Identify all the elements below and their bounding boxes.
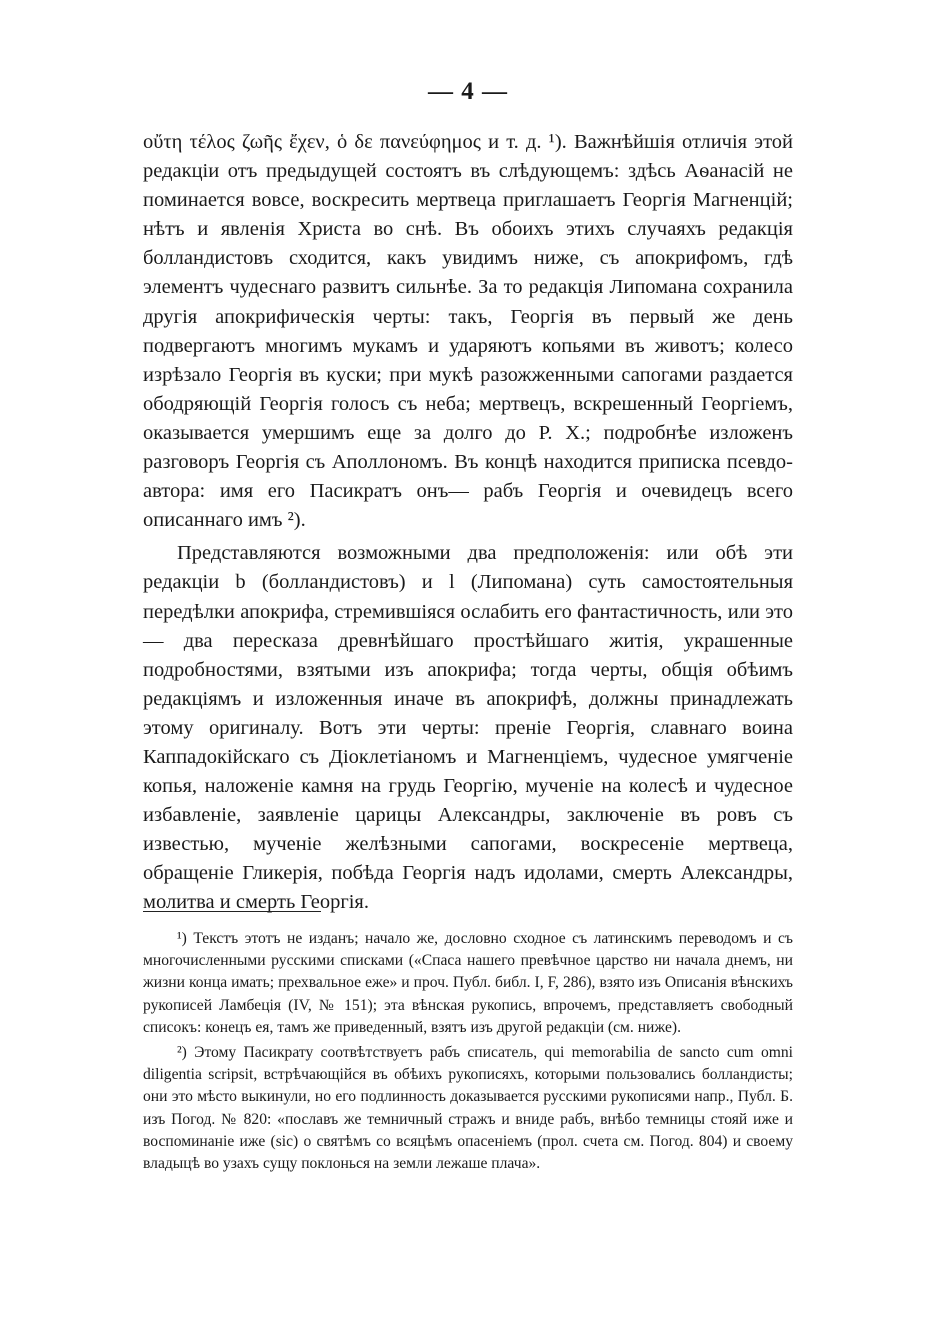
main-text (143, 128, 793, 918)
footnote-1: ¹) Текстъ этотъ не изданъ; начало же, дословно сходное съ латинскимъ переводомъ и съ многочисленными русскими списками («Спаса нашего превѣчное царство ни начала днемъ, ни жизни конца имать; прехвальное еже» и проч. Публ. библ. I, F, 286), взято изъ Описанія вѣнскихъ рукописей Ламбеція (IV, № 151); эта вѣнская рукопись, впрочемъ, представляетъ свободный списокъ: конецъ ея, тамъ же приведенный, взятъ изъ другой редакціи (см. ниже). (143, 930, 793, 1036)
footnote-2: ²) Этому Пасикрату соотвѣтствуетъ рабъ списатель, qui memorabilia de sancto cum omni diligentia scripsit, встрѣчающійся въ обѣихъ рукописяхъ, которыми пользовались болландисты; они это мѣсто выкинули, но его подлинность доказывается русскими рукописями напр., Публ. Б. изъ Погод. № 820: «пославъ же темничный стражъ и вниде рабъ, внѣбо темницы стояй иже и воспоминаніе иже (sic) о святѣмъ со всяцѣмъ опасеніемъ (прол. счета см. Погод. 804) и своему владыцѣ во узахъ сущу поклонься на земли лежаше плача». (143, 1044, 793, 1173)
paragraph-2: Представляются возможными два предположенія: или обѣ эти редакціи b (болландистовъ) и l (Липомана) суть самостоятельныя передѣлки апокрифа, стремившіяся ослабить его фантастичность, или это— два пересказа древнѣйшаго простѣйшаго житія, украшенные подробностями, взятыми изъ апокрифа; тогда черты, общія обѣимъ редакціямъ и изложенныя иначе въ апокрифѣ, должны принадлежать этому оригиналу. Вотъ эти черты: преніе Георгія, славнаго воина Каппадокійскаго съ Діоклетіаномъ и Магненціемъ, чудесное умягченіе копья, наложеніе камня на грудь Георгію, мученіе на колесѣ и чудесное избавленіе, заявленіе царицы Александры, заключеніе въ ровъ съ известью, мученіе желѣзными сапогами, воскресеніе мертвеца, обращеніе Гликерія, побѣда Георгія надъ идолами, смерть Александры, молитва и смерть Георгія. (143, 542, 793, 914)
footnote-divider (143, 911, 321, 912)
paragraph-1: οὔτη τέλος ζωῆς ἔχεν, ὁ δε πανεύφημος и т. д. ¹). Важнѣйшія отличія этой редакціи отъ предыдущей состоятъ въ слѣдующемъ: здѣсь Аѳанасій не поминается вовсе, воскресить мертвеца приглашаетъ Георгія Магненцій; нѣтъ и явленія Христа во снѣ. Въ обоихъ этихъ случаяхъ редакція болландистовъ сходится, какъ увидимъ ниже, съ апокрифомъ, гдѣ элементъ чудеснаго развитъ сильнѣе. За то редакція Липомана сохранила другія апокрифическія черты: такъ, Георгія въ первый же день подвергаютъ многимъ мукамъ и ударяютъ копьями въ животъ; колесо изрѣзало Георгія въ куски; при мукѣ разожженными сапогами раздается ободряющій Георгія голосъ съ неба; мертвецъ, вскрешенный Георгіемъ, оказывается умершимъ еще за долго до Р. Х.; подробнѣе изложенъ разговоръ Георгія съ Аполлономъ. Въ концѣ находится приписка псевдо-автора: имя его Пасикратъ онъ— рабъ Георгія и очевидецъ всего описаннаго имъ ²). (143, 131, 793, 532)
footnotes (143, 928, 793, 1175)
page-number: — 4 — (428, 78, 508, 105)
